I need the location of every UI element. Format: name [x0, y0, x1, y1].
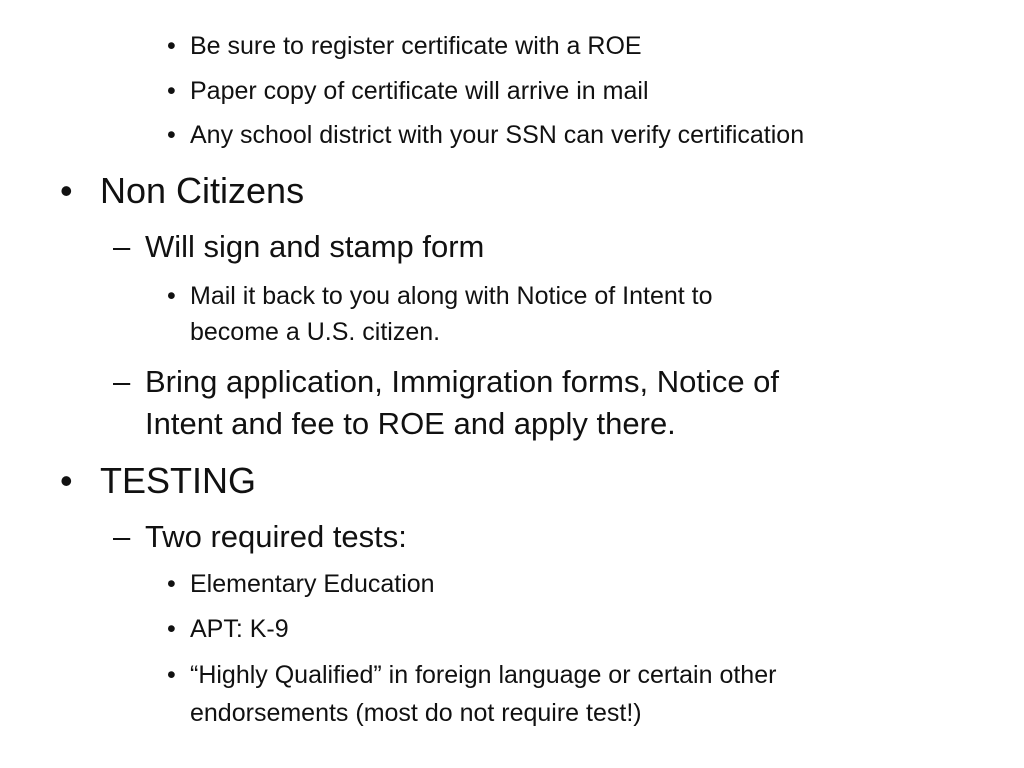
dash-marker: – — [113, 364, 131, 399]
section-heading-testing — [60, 460, 256, 502]
bullet-text-line2: endorsements (most do not require test!) — [190, 699, 642, 727]
bullet-text: APT: K-9 — [190, 615, 289, 643]
bullet-text: Any school district with your SSN can verify certification — [190, 121, 805, 149]
bullet-marker: • — [167, 282, 176, 310]
bullet-item-continuation — [190, 699, 642, 728]
sub-item-text: Will sign and stamp form — [145, 229, 485, 264]
bullet-text: Be sure to register certificate with a ROE — [190, 32, 642, 60]
dash-marker: – — [113, 229, 131, 264]
bullet-item — [167, 570, 435, 599]
section-heading-text: Non Citizens — [100, 170, 305, 211]
sub-item-text: Two required tests: — [145, 519, 407, 554]
bullet-text-line1: “Highly Qualified” in foreign language or certain other — [190, 661, 777, 689]
bullet-item — [167, 77, 649, 106]
bullet-text: Elementary Education — [190, 570, 435, 598]
bullet-item-continuation — [190, 318, 440, 347]
bullet-marker: • — [167, 661, 176, 689]
bullet-text-line1: Mail it back to you along with Notice of Intent to — [190, 282, 713, 310]
bullet-marker: • — [167, 615, 176, 643]
bullet-marker: • — [167, 121, 176, 149]
sub-item-text-line1: Bring application, Immigration forms, Notice of — [145, 364, 780, 399]
bullet-item — [167, 615, 289, 644]
bullet-marker: • — [167, 77, 176, 105]
bullet-text: Paper copy of certificate will arrive in mail — [190, 77, 649, 105]
bullet-item — [167, 32, 642, 61]
section-heading-text: TESTING — [100, 460, 257, 501]
sub-item — [113, 229, 484, 265]
bullet-marker: • — [60, 460, 73, 501]
sub-item — [113, 519, 407, 555]
bullet-item — [167, 121, 804, 150]
bullet-item — [167, 661, 776, 690]
sub-item — [113, 364, 779, 400]
sub-item-continuation — [145, 406, 676, 442]
sub-item-text-line2: Intent and fee to ROE and apply there. — [145, 406, 676, 441]
bullet-marker: • — [167, 32, 176, 60]
bullet-marker: • — [60, 170, 73, 211]
bullet-text-line2: become a U.S. citizen. — [190, 318, 441, 346]
bullet-item — [167, 282, 713, 311]
dash-marker: – — [113, 519, 131, 554]
bullet-marker: • — [167, 570, 176, 598]
section-heading-non-citizens — [60, 170, 304, 212]
